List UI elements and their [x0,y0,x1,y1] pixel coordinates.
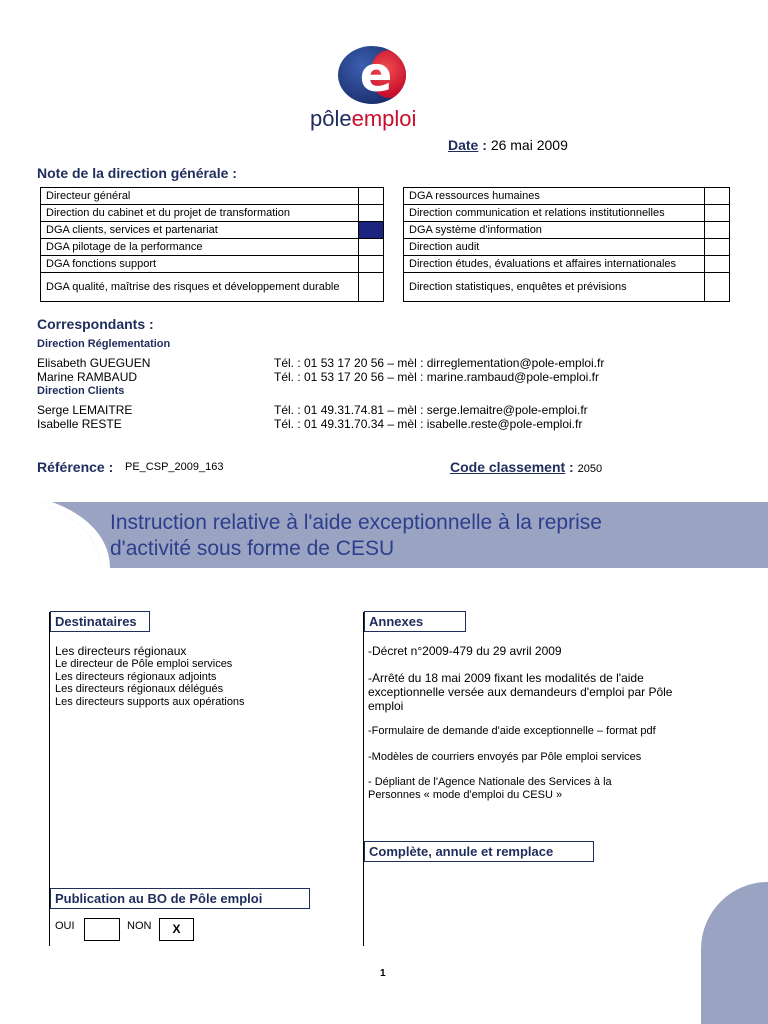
direction-label: DGA qualité, maîtrise des risques et développement durable [41,273,359,302]
annexe-item: -Arrêté du 18 mai 2009 fixant les modalités de l'aide exceptionnelle versée aux demandeurs d'emploi par Pôle emploi [368,671,673,713]
direction-label: Direction communication et relations institutionnelles [404,205,705,222]
date-line [448,137,568,153]
direction-label: DGA fonctions support [41,256,359,273]
group-title-clients: Direction Clients [37,385,125,397]
annexe-item: -Formulaire de demande d'aide exceptionnelle – format pdf [368,725,656,737]
logo-word-emploi: emploi [351,106,417,131]
direction-checkbox[interactable] [359,273,384,302]
code-classement-value: 2050 [577,463,603,475]
direction-row [404,205,730,222]
direction-checkbox[interactable] [705,188,730,205]
non-checkbox[interactable]: X [159,918,194,941]
publication-label: Publication au BO de Pôle emploi [50,888,310,909]
code-classement-line [450,459,602,475]
direction-checkbox[interactable] [359,188,384,205]
direction-row [41,205,384,222]
destinataires-label: Destinataires [50,611,150,632]
logo-word-pole: pôle [310,106,352,131]
direction-checkbox[interactable] [359,222,384,239]
date-value: 26 mai 2009 [490,137,568,153]
list-item: Les directeurs régionaux adjoints [55,670,217,683]
direction-row [404,188,730,205]
list-item: Les directeurs régionaux délégués [55,683,224,695]
annexe-item: -Modèles de courriers envoyés par Pôle emploi services [368,751,642,763]
directions-table-left [40,187,384,302]
direction-checkbox[interactable] [705,256,730,273]
reference-value: PE_CSP_2009_163 [125,461,224,473]
annexe-item: - Dépliant de l'Agence Nationale des Services à la Personnes « mode d'emploi du CESU » [368,776,612,801]
direction-label: DGA ressources humaines [404,188,705,205]
logo-e-glyph: e [359,47,393,103]
person-name: Isabelle RESTE [37,417,122,431]
direction-checkbox[interactable] [359,239,384,256]
title-line-1: Instruction relative à l'aide exceptionnelle à la reprise [110,511,602,534]
page-number: 1 [380,968,386,979]
destinataires-list [55,658,245,708]
direction-checkbox[interactable] [705,222,730,239]
direction-row [404,239,730,256]
direction-checkbox[interactable] [705,239,730,256]
date-label: Date [448,137,479,153]
non-label: NON [127,920,152,932]
middle-frame-line [363,612,364,946]
destinataires-first: Les directeurs régionaux [55,644,187,658]
title-line-2: d'activité sous forme de CESU [110,537,395,560]
direction-row [404,273,730,302]
annexes-label: Annexes [364,611,466,632]
direction-checkbox[interactable] [359,256,384,273]
corner-decoration [701,882,768,1024]
date-sep: : [478,137,487,153]
direction-label: DGA pilotage de la performance [41,239,359,256]
code-classement-sep: : [565,459,574,475]
person-contact: Tél. : 01 53 17 20 56 – mèl : marine.rambaud@pole-emploi.fr [274,370,600,384]
logo-wordmark [310,106,416,132]
person-contact: Tél. : 01 49.31.70.34 – mèl : isabelle.reste@pole-emploi.fr [274,417,583,431]
reference-label: Référence : [37,459,114,475]
direction-label: Direction études, évaluations et affaires internationales [404,256,705,273]
note-heading: Note de la direction générale : [37,165,237,181]
direction-row [404,222,730,239]
complete-annule-remplace-label: Complète, annule et remplace [364,841,594,862]
oui-label: OUI [55,920,75,932]
person-name: Serge LEMAITRE [37,403,133,417]
direction-checkbox[interactable] [705,273,730,302]
logo-mark [338,46,406,104]
person-contact: Tél. : 01 49.31.74.81 – mèl : serge.lemaitre@pole-emploi.fr [274,403,588,417]
direction-row [41,256,384,273]
direction-label: DGA système d'information [404,222,705,239]
person-name: Elisabeth GUEGUEN [37,356,151,370]
direction-label: Directeur général [41,188,359,205]
direction-row [41,222,384,239]
direction-label: Direction audit [404,239,705,256]
group-title-reglementation: Direction Réglementation [37,338,171,350]
direction-row [404,256,730,273]
correspondants-heading: Correspondants : [37,316,154,332]
direction-label: Direction du cabinet et du projet de transformation [41,205,359,222]
annexe-item: -Décret n°2009-479 du 29 avril 2009 [368,644,562,658]
person-name: Marine RAMBAUD [37,370,138,384]
list-item: Les directeurs supports aux opérations [55,695,245,708]
direction-row [41,239,384,256]
direction-checkbox[interactable] [359,205,384,222]
direction-checkbox[interactable] [705,205,730,222]
directions-table-right [403,187,730,302]
code-classement-label: Code classement [450,459,566,475]
direction-row [41,273,384,302]
document-title [110,510,602,562]
direction-label: DGA clients, services et partenariat [41,222,359,239]
direction-row [41,188,384,205]
list-item: Le directeur de Pôle emploi services [55,658,233,670]
oui-checkbox[interactable] [84,918,120,941]
direction-label: Direction statistiques, enquêtes et prévisions [404,273,705,302]
person-contact: Tél. : 01 53 17 20 56 – mèl : dirreglementation@pole-emploi.fr [274,356,605,370]
